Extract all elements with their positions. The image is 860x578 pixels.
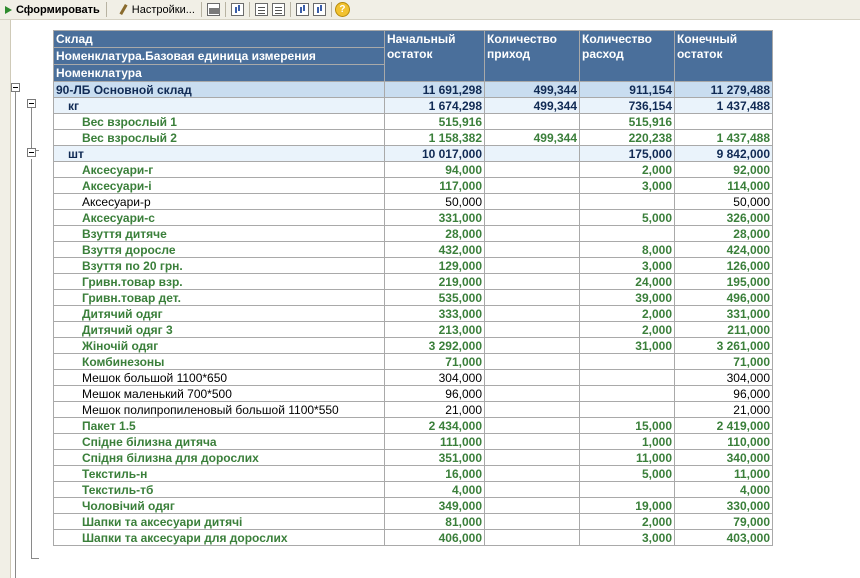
expense-cell: 3,000	[580, 258, 675, 274]
table-row[interactable]	[54, 114, 773, 130]
end-balance-cell: 11 279,488	[675, 82, 773, 98]
start-balance-cell: 351,000	[385, 450, 485, 466]
start-balance-cell: 111,000	[385, 434, 485, 450]
item-name-cell: Вес взрослый 2	[54, 130, 385, 146]
expense-cell: 220,238	[580, 130, 675, 146]
table-row[interactable]	[54, 482, 773, 498]
end-balance-cell: 304,000	[675, 370, 773, 386]
toolbar-separator	[106, 2, 107, 17]
start-balance-cell: 3 292,000	[385, 338, 485, 354]
income-cell	[485, 386, 580, 402]
table-row[interactable]	[54, 178, 773, 194]
item-name-cell: Вес взрослый 1	[54, 114, 385, 130]
item-name-cell: Аксесуари-с	[54, 210, 385, 226]
item-name-cell: Взуття доросле	[54, 242, 385, 258]
table-row[interactable]	[54, 306, 773, 322]
table-row[interactable]	[54, 514, 773, 530]
generate-button[interactable]	[2, 1, 103, 18]
end-balance-cell: 79,000	[675, 514, 773, 530]
end-balance-cell: 403,000	[675, 530, 773, 546]
expense-cell: 736,154	[580, 98, 675, 114]
settings-label: Настройки...	[131, 3, 195, 16]
item-name-cell: Мешок большой 1100*650	[54, 370, 385, 386]
expense-cell: 911,154	[580, 82, 675, 98]
income-cell	[485, 194, 580, 210]
expense-cell	[580, 482, 675, 498]
income-cell	[485, 226, 580, 242]
filter-icon[interactable]	[255, 3, 268, 16]
income-cell	[485, 450, 580, 466]
start-balance-cell: 406,000	[385, 530, 485, 546]
income-cell: 499,344	[485, 98, 580, 114]
start-balance-cell: 515,916	[385, 114, 485, 130]
end-balance-cell: 11,000	[675, 466, 773, 482]
end-balance-cell: 1 437,488	[675, 98, 773, 114]
income-cell	[485, 354, 580, 370]
header-expense	[580, 31, 675, 82]
table-row[interactable]	[54, 402, 773, 418]
end-balance-cell: 114,000	[675, 178, 773, 194]
income-cell	[485, 146, 580, 162]
income-cell	[485, 290, 580, 306]
collapse-toggle-kg[interactable]	[27, 99, 36, 108]
start-balance-cell: 21,000	[385, 402, 485, 418]
header-start-label: Начальный остаток	[387, 32, 456, 61]
print-icon[interactable]	[207, 3, 220, 16]
item-name-cell: Спідня білизна для дорослих	[54, 450, 385, 466]
expense-cell: 2,000	[580, 322, 675, 338]
header-end-balance	[675, 31, 773, 82]
wrench-icon	[117, 3, 130, 16]
table-row[interactable]	[54, 370, 773, 386]
end-balance-cell: 71,000	[675, 354, 773, 370]
start-balance-cell: 11 691,298	[385, 82, 485, 98]
expense-cell: 19,000	[580, 498, 675, 514]
income-cell	[485, 482, 580, 498]
expense-cell: 24,000	[580, 274, 675, 290]
expense-cell: 2,000	[580, 514, 675, 530]
start-balance-cell: 432,000	[385, 242, 485, 258]
expense-cell	[580, 194, 675, 210]
table-row[interactable]	[54, 210, 773, 226]
start-balance-cell: 10 017,000	[385, 146, 485, 162]
start-balance-cell: 81,000	[385, 514, 485, 530]
end-balance-cell: 496,000	[675, 290, 773, 306]
item-name-cell: Аксесуари-і	[54, 178, 385, 194]
start-balance-cell: 333,000	[385, 306, 485, 322]
item-name-cell: Чоловічий одяг	[54, 498, 385, 514]
help-icon[interactable]: ?	[335, 2, 350, 17]
toolbar-separator	[290, 2, 291, 17]
income-cell	[485, 402, 580, 418]
start-balance-cell: 71,000	[385, 354, 485, 370]
table-row[interactable]	[54, 418, 773, 434]
income-cell	[485, 178, 580, 194]
table-row[interactable]	[54, 242, 773, 258]
start-balance-cell: 94,000	[385, 162, 485, 178]
group-row-unit[interactable]	[54, 98, 773, 114]
chart-icon[interactable]	[231, 3, 244, 16]
item-name-cell: Комбинезоны	[54, 354, 385, 370]
collapse-icon[interactable]	[313, 3, 326, 16]
income-cell	[485, 434, 580, 450]
end-balance-cell: 424,000	[675, 242, 773, 258]
table-row[interactable]	[54, 386, 773, 402]
tree-line	[31, 108, 32, 150]
start-balance-cell: 219,000	[385, 274, 485, 290]
item-name-cell: Дитячий одяг	[54, 306, 385, 322]
income-cell	[485, 162, 580, 178]
item-name-cell: Текстиль-н	[54, 466, 385, 482]
income-cell	[485, 306, 580, 322]
toolbar-separator	[249, 2, 250, 17]
item-name-cell: Шапки та аксесуари для дорослих	[54, 530, 385, 546]
item-name-cell: Пакет 1.5	[54, 418, 385, 434]
toolbar-separator	[201, 2, 202, 17]
toolbar-separator	[331, 2, 332, 17]
table-row[interactable]	[54, 466, 773, 482]
start-balance-cell: 117,000	[385, 178, 485, 194]
header-dim-unit: Номенклатура.Базовая единица измерения	[54, 48, 385, 65]
table-row[interactable]	[54, 450, 773, 466]
table-row[interactable]	[54, 258, 773, 274]
expense-cell: 31,000	[580, 338, 675, 354]
end-balance-cell: 9 842,000	[675, 146, 773, 162]
expense-cell: 175,000	[580, 146, 675, 162]
item-name-cell: Взуття по 20 грн.	[54, 258, 385, 274]
table-row[interactable]	[54, 354, 773, 370]
end-balance-cell: 330,000	[675, 498, 773, 514]
expense-cell	[580, 354, 675, 370]
collapse-toggle-pcs[interactable]	[27, 148, 36, 157]
item-name-cell: Аксесуари-г	[54, 162, 385, 178]
tree-line	[31, 159, 32, 558]
start-balance-cell: 129,000	[385, 258, 485, 274]
income-cell	[485, 274, 580, 290]
item-name-cell: Спідне білизна дитяча	[54, 434, 385, 450]
report-table	[53, 30, 773, 546]
table-row[interactable]	[54, 274, 773, 290]
start-balance-cell: 304,000	[385, 370, 485, 386]
expense-cell: 8,000	[580, 242, 675, 258]
income-cell	[485, 258, 580, 274]
expense-cell	[580, 226, 675, 242]
start-balance-cell: 1 158,382	[385, 130, 485, 146]
start-balance-cell: 16,000	[385, 466, 485, 482]
item-name-cell: Гривн.товар дет.	[54, 290, 385, 306]
end-balance-cell: 331,000	[675, 306, 773, 322]
expense-cell	[580, 370, 675, 386]
item-name-cell: Шапки та аксесуари дитячі	[54, 514, 385, 530]
header-dim-item: Номенклатура	[54, 65, 385, 82]
table-row[interactable]	[54, 434, 773, 450]
table-row[interactable]	[54, 290, 773, 306]
item-name-cell: Жіночій одяг	[54, 338, 385, 354]
expense-cell	[580, 386, 675, 402]
expense-cell: 11,000	[580, 450, 675, 466]
end-balance-cell: 96,000	[675, 386, 773, 402]
tree-line	[31, 558, 39, 559]
start-balance-cell: 535,000	[385, 290, 485, 306]
header-dim-warehouse: Склад	[54, 31, 385, 48]
start-balance-cell: 213,000	[385, 322, 485, 338]
expense-cell: 1,000	[580, 434, 675, 450]
expense-cell: 3,000	[580, 530, 675, 546]
toolbar	[0, 0, 860, 20]
income-cell	[485, 498, 580, 514]
start-balance-cell: 96,000	[385, 386, 485, 402]
income-cell	[485, 338, 580, 354]
group-row-warehouse[interactable]	[54, 82, 773, 98]
item-name-cell: Мешок маленький 700*500	[54, 386, 385, 402]
expense-cell: 15,000	[580, 418, 675, 434]
expense-cell: 515,916	[580, 114, 675, 130]
item-name-cell: шт	[54, 146, 385, 162]
income-cell	[485, 322, 580, 338]
header-income-label: Количество приход	[487, 32, 557, 61]
income-cell	[485, 210, 580, 226]
left-gutter	[0, 20, 11, 578]
expense-cell: 5,000	[580, 210, 675, 226]
header-income	[485, 31, 580, 82]
start-balance-cell: 50,000	[385, 194, 485, 210]
end-balance-cell: 326,000	[675, 210, 773, 226]
end-balance-cell	[675, 114, 773, 130]
income-cell	[485, 514, 580, 530]
end-balance-cell: 110,000	[675, 434, 773, 450]
item-name-cell: Дитячий одяг 3	[54, 322, 385, 338]
table-row[interactable]	[54, 130, 773, 146]
table-row[interactable]	[54, 530, 773, 546]
table-row[interactable]	[54, 338, 773, 354]
settings-button[interactable]	[112, 1, 198, 18]
generate-label: Сформировать	[16, 3, 100, 16]
income-cell	[485, 114, 580, 130]
group-row-unit[interactable]	[54, 146, 773, 162]
tree-outline	[11, 30, 53, 578]
end-balance-cell: 211,000	[675, 322, 773, 338]
start-balance-cell: 331,000	[385, 210, 485, 226]
end-balance-cell: 1 437,488	[675, 130, 773, 146]
item-name-cell: кг	[54, 98, 385, 114]
expense-cell: 5,000	[580, 466, 675, 482]
start-balance-cell: 1 674,298	[385, 98, 485, 114]
end-balance-cell: 340,000	[675, 450, 773, 466]
income-cell	[485, 466, 580, 482]
item-name-cell: Аксесуари-р	[54, 194, 385, 210]
header-start-balance	[385, 31, 485, 82]
play-icon	[5, 6, 12, 14]
table-row[interactable]	[54, 194, 773, 210]
end-balance-cell: 92,000	[675, 162, 773, 178]
tree-line	[15, 92, 16, 578]
end-balance-cell: 28,000	[675, 226, 773, 242]
start-balance-cell: 4,000	[385, 482, 485, 498]
collapse-toggle-warehouse[interactable]	[11, 83, 20, 92]
end-balance-cell: 4,000	[675, 482, 773, 498]
header-expense-label: Количество расход	[582, 32, 652, 61]
toolbar-separator	[225, 2, 226, 17]
end-balance-cell: 126,000	[675, 258, 773, 274]
expense-cell: 39,000	[580, 290, 675, 306]
item-name-cell: Гривн.товар взр.	[54, 274, 385, 290]
item-name-cell: Взуття дитяче	[54, 226, 385, 242]
expand-icon[interactable]	[296, 3, 309, 16]
income-cell	[485, 530, 580, 546]
end-balance-cell: 21,000	[675, 402, 773, 418]
start-balance-cell: 28,000	[385, 226, 485, 242]
start-balance-cell: 349,000	[385, 498, 485, 514]
end-balance-cell: 2 419,000	[675, 418, 773, 434]
expense-cell: 2,000	[580, 306, 675, 322]
start-balance-cell: 2 434,000	[385, 418, 485, 434]
income-cell	[485, 418, 580, 434]
table-icon[interactable]	[272, 3, 285, 16]
end-balance-cell: 195,000	[675, 274, 773, 290]
income-cell: 499,344	[485, 82, 580, 98]
item-name-cell: Текстиль-тб	[54, 482, 385, 498]
expense-cell	[580, 402, 675, 418]
end-balance-cell: 3 261,000	[675, 338, 773, 354]
income-cell	[485, 242, 580, 258]
item-name-cell: 90-ЛБ Основной склад	[54, 82, 385, 98]
header-row	[54, 31, 773, 48]
table-row[interactable]	[54, 498, 773, 514]
expense-cell: 2,000	[580, 162, 675, 178]
income-cell	[485, 370, 580, 386]
item-name-cell: Мешок полипропиленовый большой 1100*550	[54, 402, 385, 418]
table-row[interactable]	[54, 226, 773, 242]
expense-cell: 3,000	[580, 178, 675, 194]
end-balance-cell: 50,000	[675, 194, 773, 210]
table-row[interactable]	[54, 162, 773, 178]
header-end-label: Конечный остаток	[677, 32, 738, 61]
income-cell: 499,344	[485, 130, 580, 146]
table-row[interactable]	[54, 322, 773, 338]
